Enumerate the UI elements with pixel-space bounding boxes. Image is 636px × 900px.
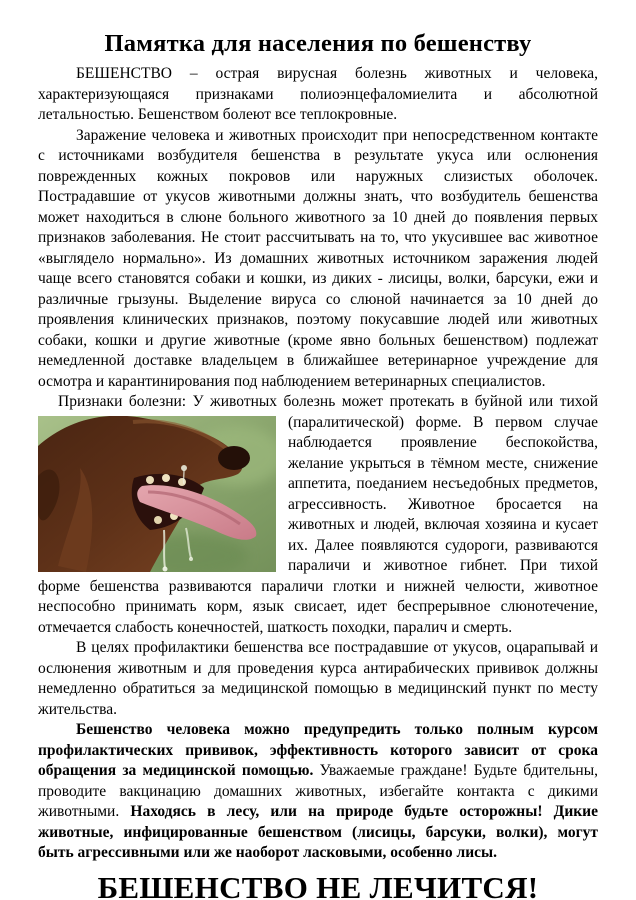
paragraph-intro: БЕШЕНСТВО – острая вирусная болезнь животных и человека, характеризующаяся признаками полиоэнцефаломиелита и абсолютной летальностью. Бешенством болеют все теплокровные. (38, 65, 598, 123)
warning-bold-text-1: Бешенство человека можно предупредить только полным курсом профилактических прививок, эффективность которого зависит от срока обращения за медицинской помощью. (38, 721, 598, 779)
drool-string (164, 530, 165, 568)
paragraph-prevention: В целях профилактики бешенства все пострадавшие от укусов, оцарапывай и ослюнения животным и для проведения курса антирабических прививок должны немедленно обратиться за медицинской помощью в медицинский пункт по месту жительства. (38, 639, 598, 718)
paragraph-symptoms (38, 392, 598, 638)
page-title: Памятка для населения по бешенству (104, 30, 532, 57)
rabid-dog-photo (38, 416, 276, 572)
symptoms-rest-text: (паралитической) форме. В первом случае наблюдается проявление беспокойства, желание укрыться в тёмном месте, снижение аппетита, поеданием несъедобных предметов, агрессивность. Животное бросается на животных и людей, включая хозяина и кусает их. Далее появляются судороги, развиваются параличи и животное гибнет. При тихой форме бешенства развиваются параличи глотки и нижней челюсти, животное неспособно принимать корм, язык свисает, идет беспрерывное слюнотечение, отмечается слабость конечностей, шаткость походки, паралич и смерть. (38, 413, 598, 636)
symptoms-lead-text: Признаки болезни: У животных болезнь может протекать в буйной или тихой (58, 393, 598, 410)
paragraph-transmission: Заражение человека и животных происходит при непосредственном контакте с источниками возбудителя бешенства в результате укуса или ослюнения поврежденных кожных покровов или наружных слизистых оболочек. Пострадавшие от укусов животными должны знать, что возбудитель бешенства может находиться в слюне больного животного за 10 дней до появления первых признаков заболевания. Не стоит рассчитывать на то, что укусившее вас животное «выглядело нормально». Из домашних животных источником заражения людей чаще всего становятся собаки и кошки, из диких - лисицы, волки, барсуки, ежи и различные грызуны. Выделение вируса со слюной начинается за 10 дней до проявления клинических признаков, поэтому покусавшие людей или животных собаки, кошки и другие животные (кроме явно больных бешенством) подлежат немедленной доставке владельцем в ближайшее ветеринарное учреждение для осмотра и карантинирования под наблюдением ветеринарных специалистов. (38, 126, 598, 390)
dog-nose (218, 446, 250, 470)
warning-bold-text-2: Находясь в лесу, или на природе будьте осторожны! Дикие животные, инфицированные бешенством (лисицы, барсуки, волки), могут быть агрессивными или же наоборот ласковыми, особенно лисы. (38, 803, 598, 861)
warning-normal-text: Уважаемые граждане! Будьте бдительны, проводите вакцинацию домашних животных, избегайте контакта с дикими животными. (38, 762, 599, 820)
paragraph-warning (38, 720, 598, 864)
final-warning-heading: БЕШЕНСТВО НЕ ЛЕЧИТСЯ! (97, 869, 539, 900)
